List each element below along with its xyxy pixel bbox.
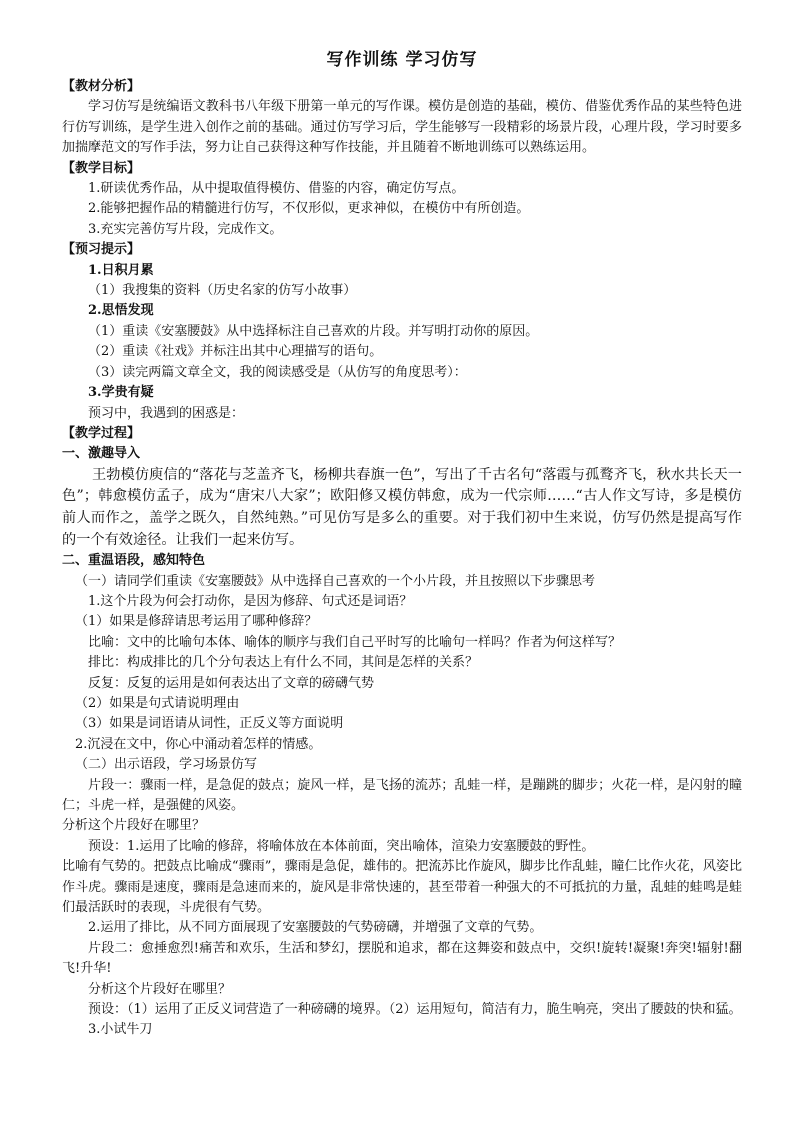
preview-sub-heading-2: 2.思悟发现 — [88, 303, 154, 319]
process-part-heading-2: 二、重温语段，感知特色 — [62, 553, 206, 569]
page-title: 写作训练 学习仿写 — [326, 50, 478, 70]
analysis-paragraph: 学习仿写是统编语文教科书八年级下册第一单元的写作课。模仿是创造的基础，模仿、借鉴优秀作品的某些特色进行仿写训练，是学生进入创作之前的基础。通过仿写学习后，学生能够写一段精彩的场景片段，心理片段，学习时要多加揣摩范文的写作手法，努力让自己获得这种写作技能，并且随着不断地训练可以熟练运用。 — [62, 99, 742, 156]
process-part-heading-1: 一、激趣导入 — [62, 446, 141, 462]
process-line: （3）如果是词语请从词性，正反义等方面说明 — [75, 716, 344, 732]
fragment-one: 片段一：骤雨一样，是急促的鼓点；旋风一样，是飞扬的流苏；乱蛙一样，是蹦跳的脚步；火花一样，是闪射的瞳仁；斗虎一样，是强健的风姿。 — [62, 777, 742, 813]
preview-sub-heading-3: 3.学贵有疑 — [88, 385, 154, 401]
process-line: （2）如果是句式请说明理由 — [75, 695, 240, 711]
process-line: 2.沉浸在文中，你心中涌动着怎样的情感。 — [75, 736, 322, 752]
preview-item: （2）重读《社戏》并标注出其中心理描写的语句。 — [88, 344, 383, 360]
preview-item: （1）重读《安塞腰鼓》从中选择标注自己喜欢的片段。并写明打动你的原因。 — [88, 323, 539, 339]
preview-item: （3）读完两篇文章全文，我的阅读感受是（从仿写的角度思考）： — [88, 364, 467, 380]
section-heading-analysis: 【教材分析】 — [62, 79, 141, 94]
intro-paragraph: 王勃模仿庾信的“落花与芝盖齐飞，杨柳共春旗一色”，写出了千古名句“落霞与孤鹜齐飞，秋水共长天一色”；韩愈模仿孟子，成为“唐宋八大家”；欧阳修又模仿韩愈，成为一代宗师……“古人作文写诗，多是模仿前人而作之，盖学之既久，自然纯熟。”可见仿写是多么的重要。对于我们初中生来说，仿写仍然是提高写作的一个有效途径。让我们一起来仿写。 — [62, 466, 742, 548]
section-heading-preview: 【预习提示】 — [62, 242, 141, 258]
process-line: 比喻：文中的比喻句本体、喻体的顺序与我们自己平时写的比喻句一样吗？作者为何这样写？ — [88, 634, 622, 650]
process-line: （二）出示语段，学习场景仿写 — [75, 757, 258, 773]
process-line: （1）如果是修辞请思考运用了哪种修辞？ — [75, 614, 318, 630]
goal-item-2: 2.能够把握作品的精髓进行仿写，不仅形似，更求神似，在模仿中有所创造。 — [88, 201, 530, 217]
document-page — [62, 46, 742, 1041]
process-line: 1.这个片段为何会打动你，是因为修辞、句式还是词语？ — [88, 593, 413, 609]
process-line: 排比：构成排比的几个分句表达上有什么不同，其间是怎样的关系？ — [88, 655, 479, 671]
preset-answer: 预设：（1）运用了正反义词营造了一种磅礴的境界。（2）运用短句，简洁有力，脆生响亮，突出了腰鼓的快和猛。 — [88, 1002, 742, 1018]
analysis-question: 分析这个片段好在哪里？ — [88, 981, 232, 997]
process-line: 反复：反复的运用是如何表达出了文章的磅礴气势 — [88, 675, 375, 691]
goal-item-3: 3.充实完善仿写片段，完成作文。 — [88, 221, 283, 237]
preview-item: （1）我搜集的资料（历史名家的仿写小故事） — [88, 283, 357, 299]
preview-sub-heading-1: 1.日积月累 — [88, 262, 154, 278]
preset-answer: 2.运用了排比，从不同方面展现了安塞腰鼓的气势磅礴，并增强了文章的气势。 — [88, 920, 543, 936]
fragment-two: 片段二：愈捶愈烈!痛苦和欢乐，生活和梦幻，摆脱和追求，都在这舞姿和鼓点中，交织!旋转!凝聚!奔突!辐射!翻飞!升华! — [62, 940, 742, 977]
analysis-question: 分析这个片段好在哪里？ — [62, 818, 206, 834]
preset-answer-continued: 比喻有气势的。把鼓点比喻成“骤雨”，骤雨是急促，雄伟的。把流苏比作旋风，脚步比作乱蛙，瞳仁比作火花，风姿比作斗虎。骤雨是速度，骤雨是急速而来的，旋风是非常快速的，甚至带着一种强大的不可抵抗的力量，乱蛙的蛙鸣是蛙们最活跃时的表现，斗虎很有气势。 — [62, 859, 742, 915]
preset-answer: 预设：1.运用了比喻的修辞，将喻体放在本体前面，突出喻体，渲染力安塞腰鼓的野性。 — [88, 838, 595, 854]
preview-item: 预习中，我遇到的困惑是： — [88, 405, 245, 421]
exercise-heading: 3.小试牛刀 — [88, 1022, 153, 1038]
goal-item-1: 1.研读优秀作品，从中提取值得模仿、借鉴的内容，确定仿写点。 — [88, 181, 465, 197]
process-line: （一）请同学们重读《安塞腰鼓》从中选择自己喜欢的一个小片段，并且按照以下步骤思考 — [75, 573, 596, 589]
section-heading-goals: 【教学目标】 — [62, 160, 141, 176]
section-heading-process: 【教学过程】 — [62, 425, 141, 441]
